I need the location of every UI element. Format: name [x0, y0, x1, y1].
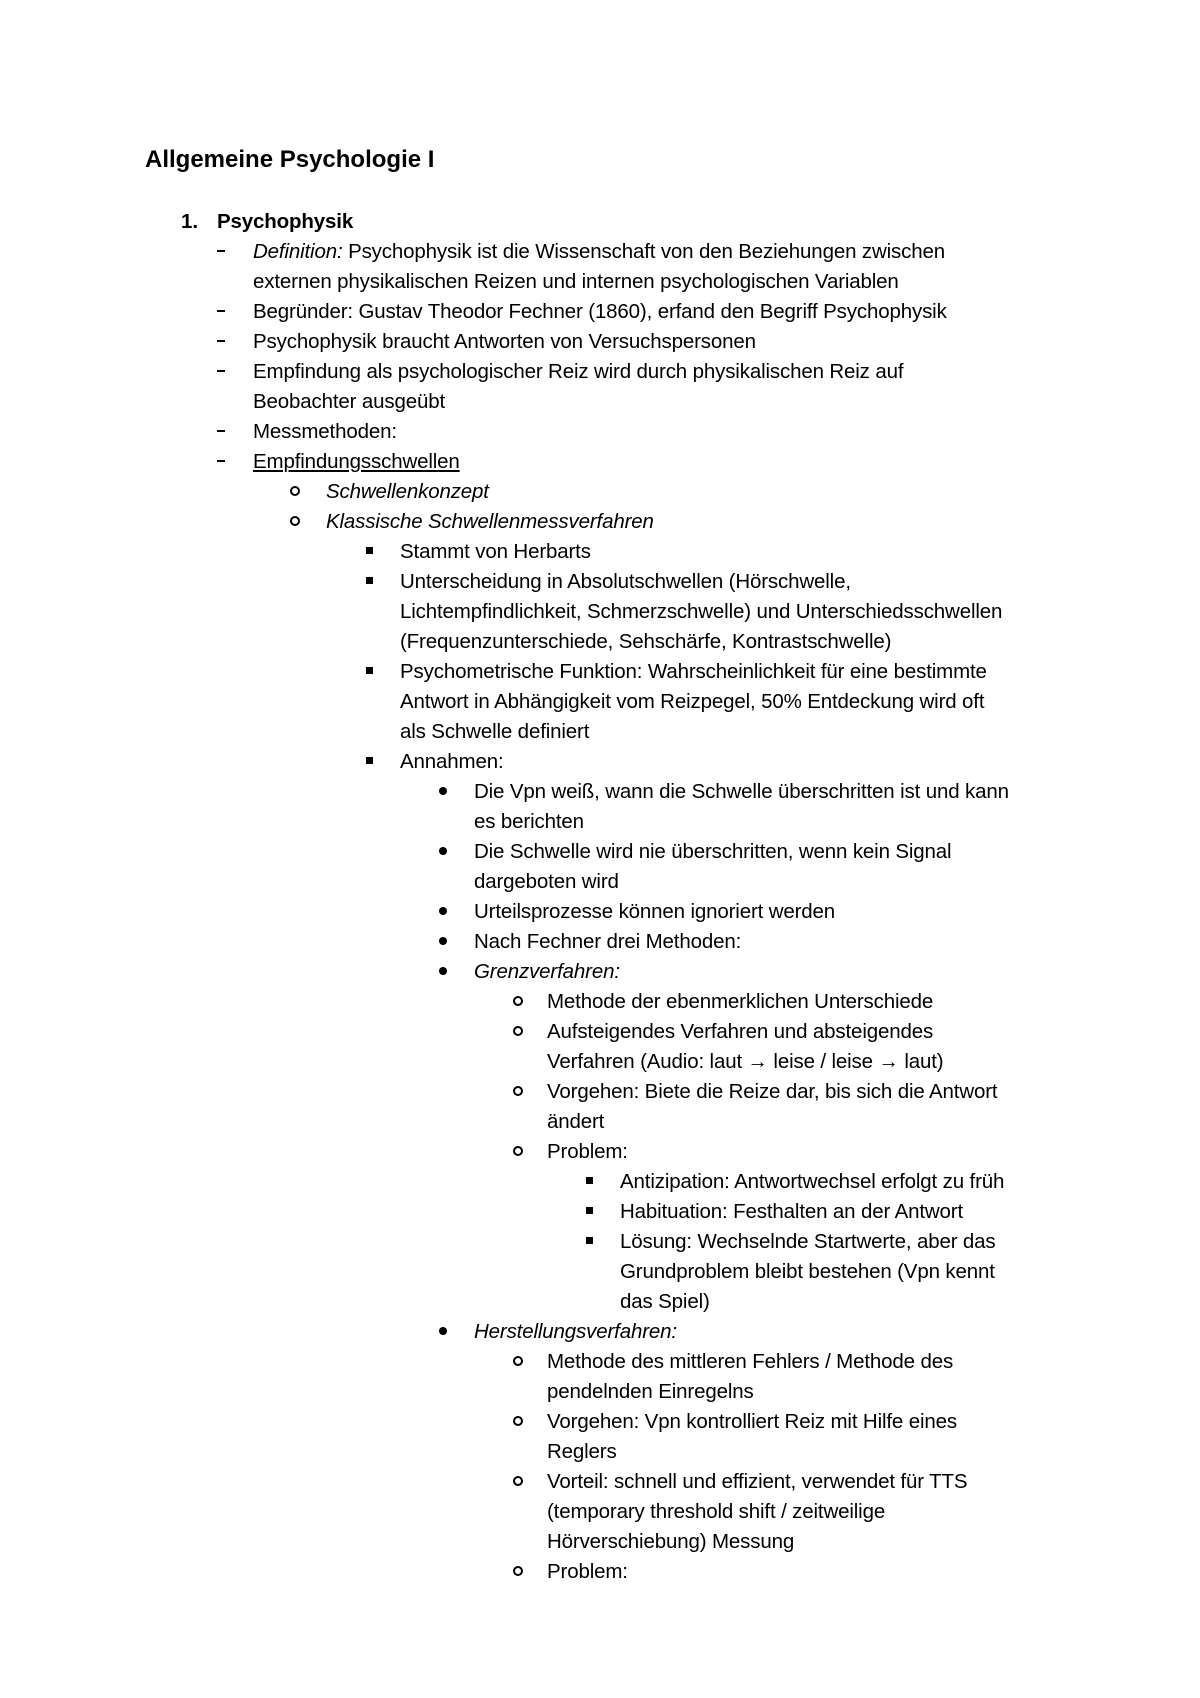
limits-item-problem: Problem:	[547, 1140, 628, 1163]
definition-label: Definition:	[253, 240, 343, 263]
method-limits: Grenzverfahren:	[474, 960, 620, 983]
classic-item-psychometric-cont: Antwort in Abhängigkeit vom Reizpegel, 50% Entdeckung wird oft	[400, 690, 985, 713]
list-item-methods: Messmethoden:	[253, 420, 397, 443]
square-bullet	[366, 657, 373, 687]
classic-item-absolute-cont: (Frequenzunterschiede, Sehschärfe, Kontrastschwelle)	[400, 630, 892, 653]
square-bullet	[366, 567, 373, 597]
assumption-item: Die Schwelle wird nie überschritten, wenn kein Signal	[474, 840, 952, 863]
assumption-item: Die Vpn weiß, wann die Schwelle überschritten ist und kann	[474, 780, 1009, 803]
list-item-sensation-cont: Beobachter ausgeübt	[253, 390, 446, 413]
assumption-item-cont: es berichten	[474, 810, 584, 833]
circle-bullet	[513, 1407, 523, 1437]
limits-item: Methode der ebenmerklichen Unterschiede	[547, 990, 934, 1013]
dot-bullet	[439, 897, 447, 927]
adjust-item: Vorgehen: Vpn kontrolliert Reiz mit Hilfe eines	[547, 1410, 957, 1433]
circle-bullet	[513, 1137, 523, 1167]
assumption-item: Urteilsprozesse können ignoriert werden	[474, 900, 836, 923]
section-heading: Psychophysik	[217, 210, 354, 233]
adjust-item-problem: Problem:	[547, 1560, 628, 1583]
problem-item-cont: Grundproblem bleibt bestehen (Vpn kennt	[620, 1260, 995, 1283]
document-title: Allgemeine Psychologie I	[145, 146, 435, 173]
problem-item: Habituation: Festhalten an der Antwort	[620, 1200, 964, 1223]
problem-item-cont: das Spiel)	[620, 1290, 710, 1313]
classic-item-psychometric: Psychometrische Funktion: Wahrscheinlichkeit für eine bestimmte	[400, 660, 987, 683]
assumption-item-cont: dargeboten wird	[474, 870, 619, 893]
circle-bullet	[513, 987, 523, 1017]
circle-bullet	[513, 1017, 523, 1047]
classic-item-herbart: Stammt von Herbarts	[400, 540, 591, 563]
circle-bullet	[513, 1347, 523, 1377]
square-bullet	[366, 747, 373, 777]
classic-item-psychometric-cont: als Schwelle definiert	[400, 720, 590, 743]
adjust-item-cont: (temporary threshold shift / zeitweilige	[547, 1500, 886, 1523]
adjust-item-cont: Reglers	[547, 1440, 617, 1463]
dot-bullet	[439, 957, 447, 987]
list-item-thresholds: Empfindungsschwellen	[253, 450, 460, 473]
section-number: 1.	[181, 210, 199, 233]
limits-item-cont: Verfahren (Audio: laut → leise / leise → laut)	[547, 1050, 944, 1073]
problem-item: Lösung: Wechselnde Startwerte, aber das	[620, 1230, 996, 1253]
circle-bullet	[290, 477, 300, 507]
adjust-item-cont: pendelnden Einregelns	[547, 1380, 754, 1403]
limits-item: Vorgehen: Biete die Reize dar, bis sich die Antwort	[547, 1080, 998, 1103]
dot-bullet	[439, 927, 447, 957]
definition-text: Psychophysik ist die Wissenschaft von den Beziehungen zwischen	[348, 240, 945, 263]
square-bullet	[586, 1197, 593, 1227]
sub-item-classic: Klassische Schwellenmessverfahren	[326, 510, 654, 533]
list-item-definition	[253, 237, 945, 267]
square-bullet	[586, 1167, 593, 1197]
method-adjustment: Herstellungsverfahren:	[474, 1320, 677, 1343]
limits-item: Aufsteigendes Verfahren und absteigendes	[547, 1020, 934, 1043]
dot-bullet	[439, 1317, 447, 1347]
problem-item: Antizipation: Antwortwechsel erfolgt zu früh	[620, 1170, 1005, 1193]
list-item-sensation: Empfindung als psychologischer Reiz wird durch physikalischen Reiz auf	[253, 360, 904, 383]
adjust-item-cont: Hörverschiebung) Messung	[547, 1530, 795, 1553]
sub-item-concept: Schwellenkonzept	[326, 480, 489, 503]
adjust-item: Vorteil: schnell und effizient, verwendet für TTS	[547, 1470, 968, 1493]
circle-bullet	[290, 507, 300, 537]
dash-bullet	[217, 297, 225, 327]
limits-item-cont: ändert	[547, 1110, 605, 1133]
square-bullet	[586, 1227, 593, 1257]
dot-bullet	[439, 777, 447, 807]
dash-bullet	[217, 327, 225, 357]
list-item-answers: Psychophysik braucht Antworten von Versuchspersonen	[253, 330, 756, 353]
circle-bullet	[513, 1557, 523, 1587]
dash-bullet	[217, 417, 225, 447]
adjust-item: Methode des mittleren Fehlers / Methode des	[547, 1350, 954, 1373]
classic-item-assumptions: Annahmen:	[400, 750, 504, 773]
classic-item-absolute: Unterscheidung in Absolutschwellen (Hörschwelle,	[400, 570, 851, 593]
circle-bullet	[513, 1467, 523, 1497]
dash-bullet	[217, 447, 225, 477]
dot-bullet	[439, 837, 447, 867]
circle-bullet	[513, 1077, 523, 1107]
dash-bullet	[217, 357, 225, 387]
square-bullet	[366, 537, 373, 567]
classic-item-absolute-cont: Lichtempfindlichkeit, Schmerzschwelle) und Unterschiedsschwellen	[400, 600, 1003, 623]
assumption-item: Nach Fechner drei Methoden:	[474, 930, 742, 953]
dash-bullet	[217, 237, 225, 267]
list-item-definition-cont: externen physikalischen Reizen und internen psychologischen Variablen	[253, 270, 899, 293]
list-item-founder: Begründer: Gustav Theodor Fechner (1860), erfand den Begriff Psychophysik	[253, 300, 947, 323]
